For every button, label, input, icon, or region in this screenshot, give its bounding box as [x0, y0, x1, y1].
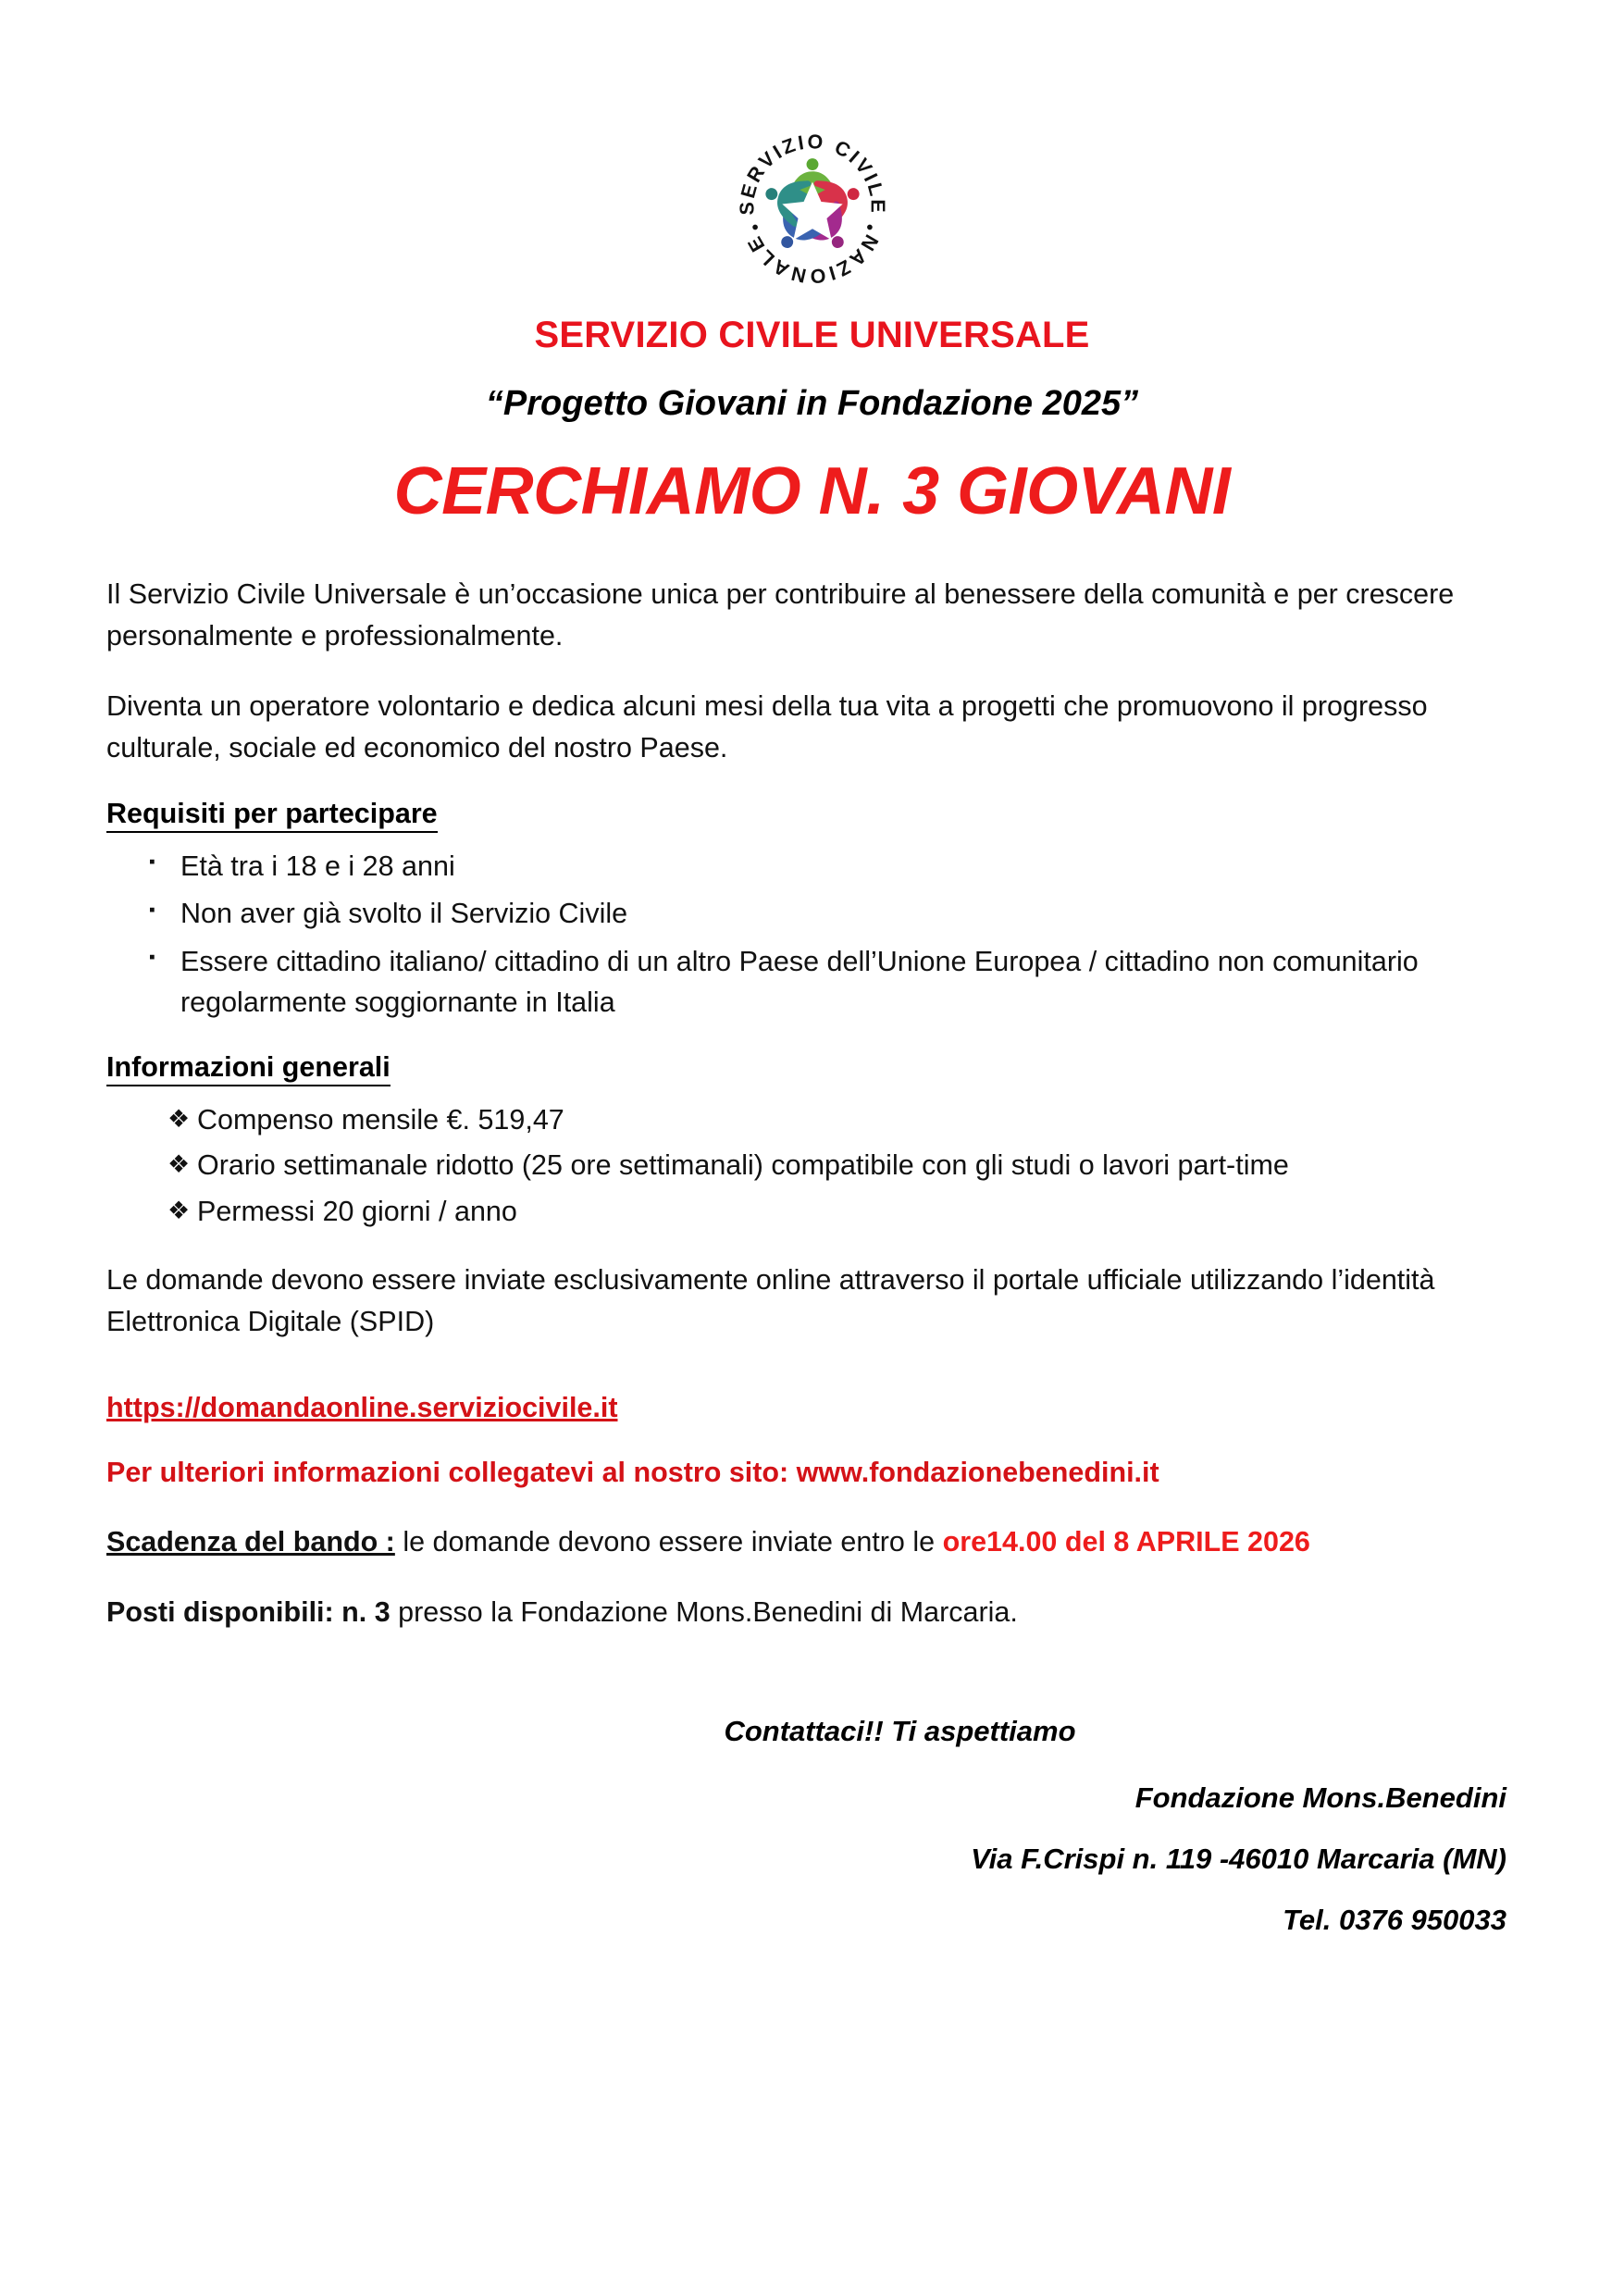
- posti-paragraph: [106, 1592, 1518, 1633]
- servizio-civile-nazionale-logo: [733, 128, 892, 287]
- intro-paragraph-2: Diventa un operatore volontario e dedica alcuni mesi della tua vita a progetti che promuovono il progresso culturale, sociale ed economico del nostro Paese.: [106, 689, 1428, 763]
- scadenza-deadline: ore14.00 del 8 APRILE 2026: [942, 1526, 1310, 1558]
- posti-rest: presso la Fondazione Mons.Benedini di Marcaria.: [390, 1596, 1018, 1629]
- scadenza-label: Scadenza del bando :: [106, 1526, 395, 1558]
- diamond-bullet-icon: ❖: [167, 1150, 191, 1179]
- requisiti-heading-row: [106, 798, 1518, 833]
- organization-name: Fondazione Mons.Benedini: [1134, 1781, 1506, 1815]
- intro-paragraph-1: Il Servizio Civile Universale è un’occasione unica per contribuire al benessere della comunità e per crescere personalmente e professionalmente.: [106, 578, 1455, 652]
- list-item-label: Età tra i 18 e i 28 anni: [180, 850, 455, 882]
- list-item-label: Orario settimanale ridotto (25 ore settimanali) compatibile con gli studi o lavori part-time: [197, 1149, 1289, 1182]
- list-item: [149, 846, 1518, 887]
- page-title: SERVIZIO CIVILE UNIVERSALE: [534, 315, 1090, 355]
- diamond-bullet-icon: ❖: [167, 1104, 191, 1133]
- list-item-label: Essere cittadino italiano/ cittadino di un altro Paese dell’Unione Europea / cittadino non comunitario regolarmente soggiornante in Italia: [180, 945, 1419, 1019]
- scadenza-paragraph: [106, 1521, 1518, 1563]
- list-item: [167, 1099, 1518, 1141]
- contact-call-to-action: Contattaci!! Ti aspettiamo: [724, 1715, 1076, 1748]
- scadenza-body: le domande devono essere inviate entro le: [394, 1526, 943, 1558]
- info-site-line: Per ulteriori informazioni collegatevi al nostro sito: www.fondazionebenedini.it: [106, 1456, 1159, 1488]
- svg-text:NAZIONALE: NAZIONALE: [741, 230, 883, 287]
- domande-paragraph: Le domande devono essere inviate esclusivamente online attraverso il portale ufficiale utilizzando l’identità Elettronica Digitale (SPID): [106, 1264, 1435, 1338]
- organization-address: Via F.Crispi n. 119 -46010 Marcaria (MN): [971, 1843, 1506, 1876]
- posti-label: Posti disponibili: n. 3: [106, 1596, 391, 1629]
- requisiti-heading: Requisiti per partecipare: [106, 798, 438, 833]
- square-bullet-icon: ▪: [149, 852, 155, 873]
- informazioni-list: [106, 1099, 1518, 1233]
- logo-svg: [733, 128, 892, 287]
- headline: CERCHIAMO N. 3 GIOVANI: [393, 454, 1231, 528]
- list-item: [167, 1145, 1518, 1186]
- square-bullet-icon: ▪: [149, 900, 155, 920]
- list-item: [167, 1191, 1518, 1233]
- organization-phone: Tel. 0376 950033: [1283, 1904, 1506, 1937]
- informazioni-heading-row: [106, 1051, 1518, 1086]
- list-item-label: Permessi 20 giorni / anno: [197, 1195, 517, 1227]
- svg-text:SERVIZIO CIVILE: SERVIZIO CIVILE: [735, 130, 889, 216]
- requisiti-list: [106, 846, 1518, 1024]
- logo-container: [106, 0, 1518, 287]
- square-bullet-icon: ▪: [149, 948, 155, 968]
- page-subtitle: “Progetto Giovani in Fondazione 2025”: [485, 384, 1139, 423]
- list-item: [149, 941, 1518, 1024]
- informazioni-heading: Informazioni generali: [106, 1051, 391, 1086]
- diamond-bullet-icon: ❖: [167, 1196, 191, 1224]
- list-item: [149, 893, 1518, 935]
- domanda-online-link[interactable]: https://domandaonline.serviziocivile.it: [106, 1391, 618, 1423]
- list-item-label: Compenso mensile €. 519,47: [197, 1103, 564, 1136]
- list-item-label: Non aver già svolto il Servizio Civile: [180, 898, 628, 930]
